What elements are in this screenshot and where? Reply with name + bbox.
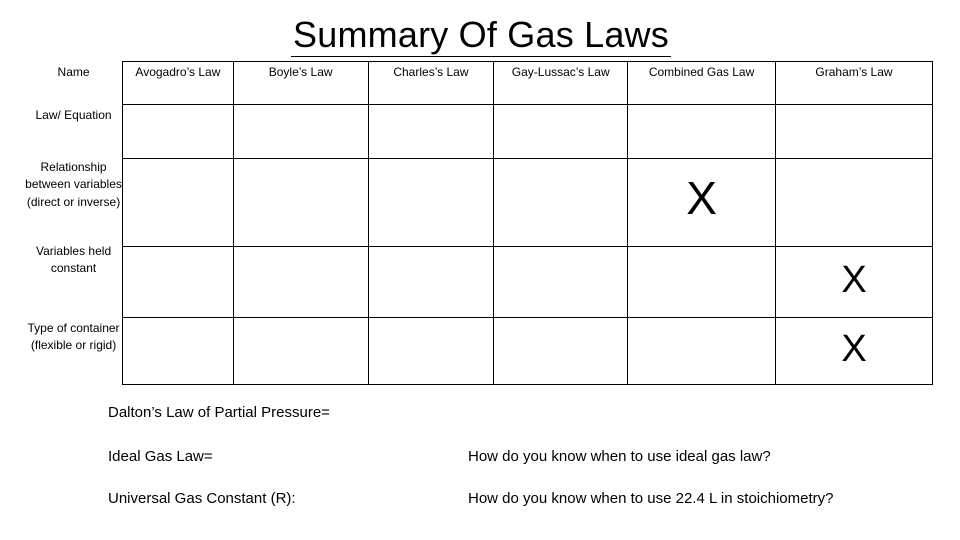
cell-avogadro-constant (123, 247, 234, 318)
cell-combined-container (628, 318, 776, 385)
dalton-law-prompt: Dalton’s Law of Partial Pressure= (108, 404, 330, 421)
header-charles: Charles’s Law (368, 62, 494, 105)
cell-graham-constant (775, 247, 932, 318)
cell-combined-equation (628, 105, 776, 159)
row-relationship (25, 159, 933, 247)
cell-boyle-relationship (233, 159, 368, 247)
cell-avogadro-relationship (123, 159, 234, 247)
header-graham: Graham’s Law (775, 62, 932, 105)
cell-combined-constant (628, 247, 776, 318)
cell-avogadro-container (123, 318, 234, 385)
x-mark-graham-container: X (841, 328, 867, 370)
universal-gas-constant-prompt: Universal Gas Constant (R): (108, 490, 296, 507)
header-avogadro: Avogadro’s Law (123, 62, 234, 105)
cell-charles-container (368, 318, 494, 385)
page-title (0, 14, 960, 57)
header-boyle: Boyle’s Law (233, 62, 368, 105)
cell-charles-constant (368, 247, 494, 318)
cell-gay-lussac-relationship (494, 159, 628, 247)
cell-boyle-container (233, 318, 368, 385)
cell-boyle-equation (233, 105, 368, 159)
row-label-law-equation: Law/ Equation (25, 105, 123, 159)
cell-combined-relationship (628, 159, 776, 247)
cell-charles-equation (368, 105, 494, 159)
ideal-gas-law-prompt: Ideal Gas Law= (108, 448, 213, 465)
row-container (25, 318, 933, 385)
cell-graham-equation (775, 105, 932, 159)
cell-avogadro-equation (123, 105, 234, 159)
ideal-gas-question: How do you know when to use ideal gas law? (468, 448, 771, 465)
row-label-relationship: Relationship between variables (direct or inverse) (25, 159, 123, 247)
row-variables-constant (25, 247, 933, 318)
x-mark-graham-constant: X (841, 259, 867, 301)
stoichiometry-question: How do you know when to use 22.4 L in stoichiometry? (468, 490, 834, 507)
gas-laws-table (25, 61, 933, 385)
cell-charles-relationship (368, 159, 494, 247)
x-mark-combined-relationship: X (686, 172, 717, 224)
cell-graham-relationship (775, 159, 932, 247)
cell-graham-container (775, 318, 932, 385)
header-row (25, 62, 933, 105)
cell-gay-lussac-container (494, 318, 628, 385)
page-title-text: Summary Of Gas Laws (293, 14, 669, 55)
header-combined: Combined Gas Law (628, 62, 776, 105)
row-law-equation (25, 105, 933, 159)
cell-boyle-constant (233, 247, 368, 318)
cell-gay-lussac-constant (494, 247, 628, 318)
row-label-container: Type of container (flexible or rigid) (25, 318, 123, 385)
row-label-variables-constant: Variables held constant (25, 247, 123, 318)
header-gay-lussac: Gay-Lussac’s Law (494, 62, 628, 105)
cell-gay-lussac-equation (494, 105, 628, 159)
header-name: Name (25, 62, 123, 105)
